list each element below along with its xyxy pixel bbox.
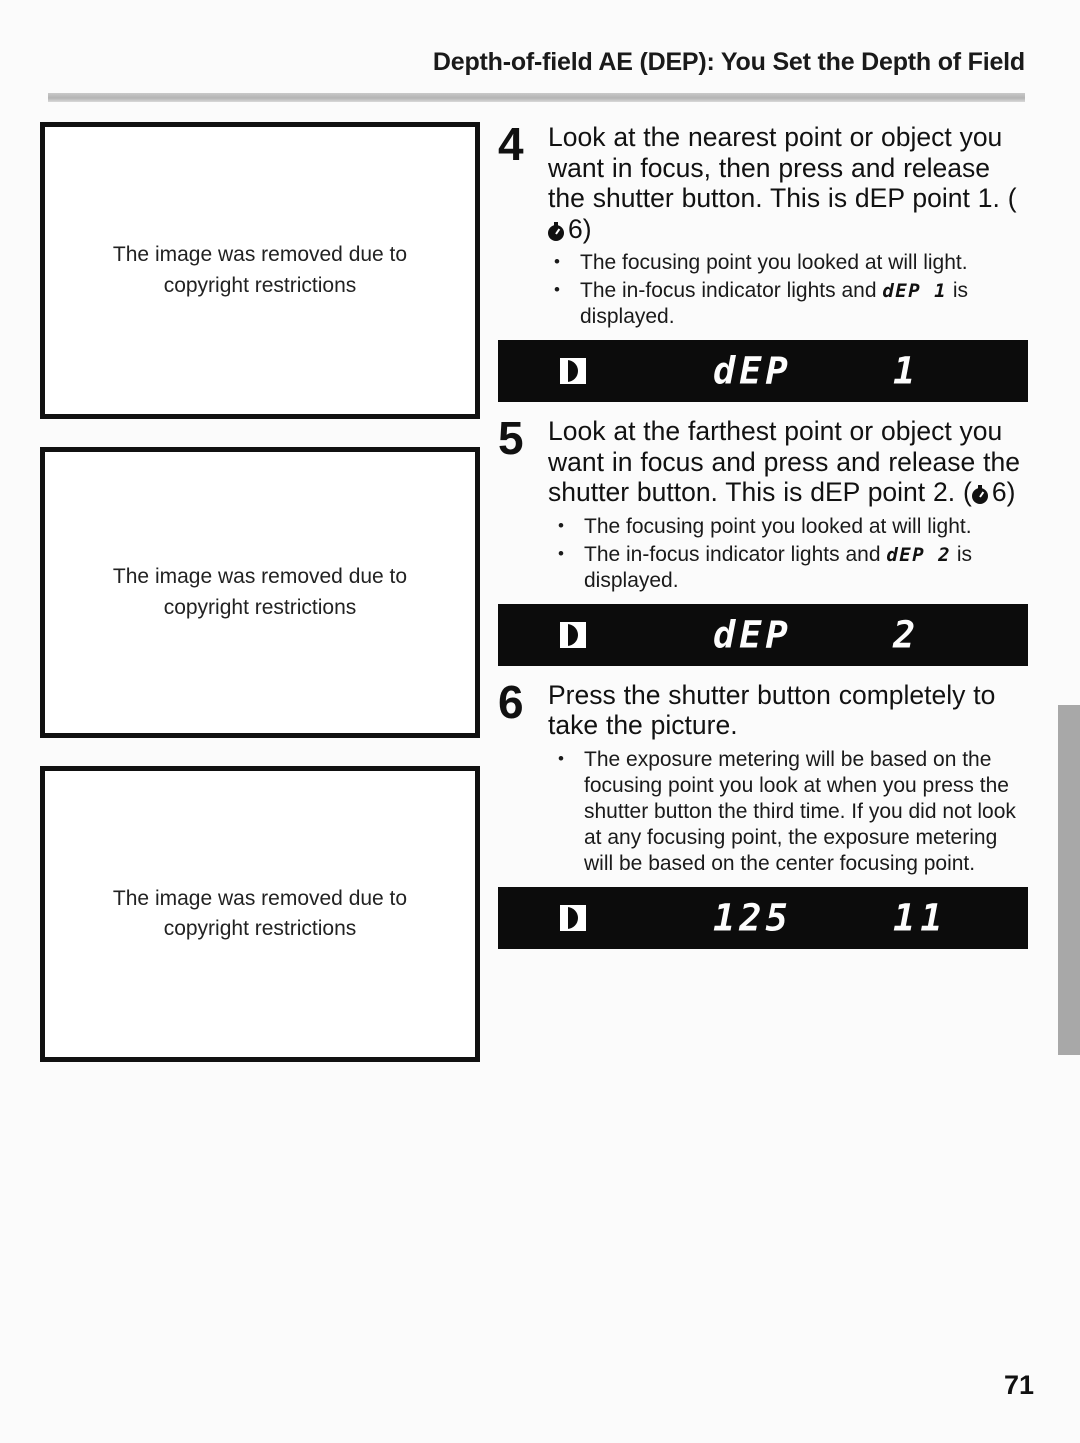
step-4-heading xyxy=(498,118,1028,244)
step-5-instruction xyxy=(548,416,1020,507)
step-4-instruction xyxy=(548,122,1017,244)
bullet-text: The exposure metering will be based on the focusing point you look at when you press the shutter button the third time. If you did not look at any focusing point, the exposure metering will be based on the center focusing point. xyxy=(584,747,1016,875)
in-focus-indicator-icon xyxy=(560,905,586,931)
bullet-text: The focusing point you looked at will light. xyxy=(580,251,968,274)
figure-placeholder xyxy=(40,122,480,419)
lcd-token-inline: dEP 2 xyxy=(886,543,952,566)
step-4-bullets xyxy=(498,250,1028,330)
figure-column xyxy=(40,122,480,1090)
viewfinder-display-step6 xyxy=(498,887,1028,949)
step-4-number: 4 xyxy=(498,118,524,170)
lcd-main-value: dEP xyxy=(713,613,792,656)
step-5-bullets xyxy=(498,514,1028,594)
timer-icon xyxy=(972,485,991,504)
bullet-item xyxy=(554,542,1028,594)
step-5 xyxy=(498,412,1028,666)
lcd-main-value: 125 xyxy=(713,896,792,939)
step-5-instruction-text: Look at the farthest point or object you want in focus and press and release the shutter button. This is dEP point 2. ( xyxy=(548,416,1020,507)
page-reference-number: 6 xyxy=(568,213,583,244)
lcd-aux-value: 11 xyxy=(893,896,948,939)
step-4-instruction-text: Look at the nearest point or object you want in focus, then press and release the shutter button. This is dEP point 1. ( xyxy=(548,122,1017,213)
bullet-text: The in-focus indicator lights and xyxy=(580,279,883,302)
figure-placeholder xyxy=(40,447,480,738)
figure-placeholder-caption: The image was removed due to copyright restrictions xyxy=(112,886,408,940)
figure-placeholder xyxy=(40,766,480,1062)
lcd-token-inline: dEP 1 xyxy=(882,280,948,302)
in-focus-indicator-icon xyxy=(560,622,586,648)
bullet-text: The focusing point you looked at will light. xyxy=(584,514,972,538)
step-6-instruction: Press the shutter button completely to take the picture. xyxy=(548,679,996,740)
step-5-number: 5 xyxy=(498,412,524,464)
step-4 xyxy=(498,118,1028,402)
page-reference-number: 6 xyxy=(991,477,1007,507)
step-6-bullets xyxy=(498,747,1028,877)
steps-column xyxy=(498,118,1028,963)
step-6-number: 6 xyxy=(498,675,524,728)
bullet-item xyxy=(550,250,1028,276)
page-reference xyxy=(972,477,1016,508)
bullet-item xyxy=(550,278,1028,330)
section-tab-marker xyxy=(1058,705,1080,1055)
page-number: 71 xyxy=(1003,1370,1034,1400)
header-rule xyxy=(48,93,1025,102)
bullet-item xyxy=(554,514,1028,540)
lcd-aux-value: 1 xyxy=(893,349,921,393)
step-6 xyxy=(498,675,1028,949)
viewfinder-display-step5 xyxy=(498,604,1028,666)
bullet-text-tail: is displayed. xyxy=(584,542,973,592)
page-reference xyxy=(548,214,592,245)
bullet-text: The in-focus indicator lights and xyxy=(584,542,887,566)
step-6-heading xyxy=(498,675,1028,741)
figure-placeholder-caption: The image was removed due to copyright restrictions xyxy=(112,243,408,297)
page-reference-close: ) xyxy=(1006,477,1016,507)
bullet-item xyxy=(554,747,1028,877)
lcd-aux-value: 2 xyxy=(893,613,921,656)
timer-icon xyxy=(548,222,567,241)
in-focus-indicator-icon xyxy=(560,358,586,384)
bullet-text-tail: is displayed. xyxy=(580,279,969,328)
page-title: Depth-of-field AE (DEP): You Set the Depth of Field xyxy=(432,48,1025,76)
lcd-main-value: dEP xyxy=(713,349,792,393)
figure-placeholder-caption: The image was removed due to copyright restrictions xyxy=(112,565,408,619)
page-reference-close: ) xyxy=(582,213,592,244)
step-5-heading xyxy=(498,412,1028,508)
viewfinder-display-step4 xyxy=(498,340,1028,402)
